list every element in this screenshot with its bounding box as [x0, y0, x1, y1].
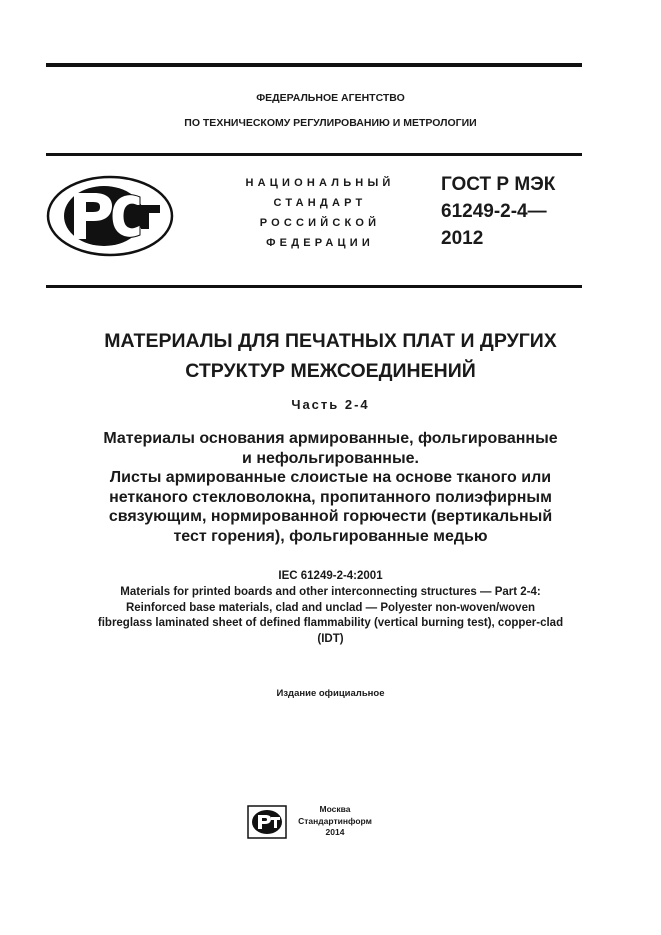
title-line: МАТЕРИАЛЫ ДЛЯ ПЕЧАТНЫХ ПЛАТ И ДРУГИХ — [104, 330, 557, 352]
title-line: СТРУКТУР МЕЖСОЕДИНЕНИЙ — [185, 360, 476, 382]
subtitle-line: Материалы основания армированные, фольгированные — [103, 430, 558, 447]
english-title-line: (IDT) — [317, 632, 344, 645]
document-title — [0, 326, 661, 386]
national-standard-line: ФЕДЕРАЦИИ — [266, 237, 374, 249]
national-standard-line: НАЦИОНАЛЬНЫЙ — [245, 177, 395, 189]
english-title-line: Reinforced base materials, clad and unclad — Polyester non-woven/woven — [125, 601, 535, 614]
iec-reference: IEC 61249-2-4:2001 — [278, 570, 383, 582]
designation-line: ГОСТ Р МЭК — [441, 174, 556, 195]
publisher-name: Стандартинформ — [298, 815, 372, 826]
national-standard-line: РОССИЙСКОЙ — [259, 217, 381, 229]
designation-line: 2012 — [441, 228, 484, 249]
rst-emblem-icon — [46, 175, 174, 257]
agency-name-line-1: ФЕДЕРАЛЬНОЕ АГЕНТСТВО — [256, 92, 405, 104]
edition-label: Издание официальное — [276, 688, 385, 699]
document-subtitle — [36, 429, 625, 546]
standard-designation — [441, 171, 555, 252]
english-title-line: Materials for printed boards and other interconnecting structures — Part 2-4: — [120, 586, 541, 598]
subtitle-line: тест горения), фольгированные медью — [173, 527, 488, 545]
subtitle-line: связующим, нормированной горючести (вертикальный — [108, 508, 553, 525]
subtitle-line: нетканого стекловолокна, пропитанного полиэфирным — [109, 488, 552, 506]
agency-name-line-2: ПО ТЕХНИЧЕСКОМУ РЕГУЛИРОВАНИЮ И МЕТРОЛОГИИ — [184, 117, 477, 129]
designation-line: 61249-2-4— — [441, 201, 547, 222]
top-rule — [46, 63, 582, 67]
national-standard-label — [220, 173, 420, 253]
english-title-line: fibreglass laminated sheet of defined flammability (vertical burning test), copper-clad — [97, 617, 564, 629]
publisher-year: 2014 — [325, 827, 345, 837]
header-rule — [46, 153, 582, 156]
subtitle-line: и нефольгированные. — [242, 449, 419, 467]
publisher-city: Москва — [319, 804, 351, 814]
subtitle-line: Листы армированные слоистые на основе тканого или — [109, 469, 552, 486]
body-rule — [46, 285, 582, 288]
national-standard-line: СТАНДАРТ — [273, 197, 367, 209]
part-label: Часть 2-4 — [291, 397, 370, 412]
publisher-imprint — [295, 804, 375, 839]
publisher-logo-icon — [247, 805, 287, 839]
english-title — [52, 585, 609, 647]
